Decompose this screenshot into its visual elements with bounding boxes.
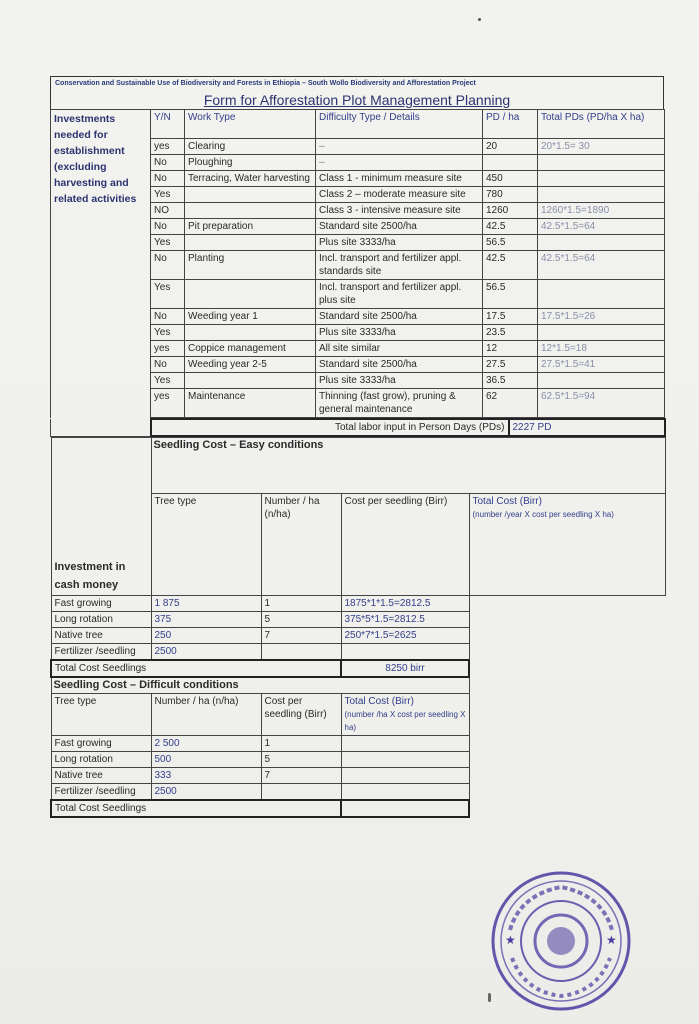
yn-cell: No bbox=[151, 219, 185, 235]
total-pds-cell: 42.5*1.5=64 bbox=[538, 251, 665, 280]
work-type-cell: Pit preparation bbox=[185, 219, 316, 235]
total-labor-table bbox=[50, 418, 666, 437]
number-per-ha-cell: 333 bbox=[151, 768, 261, 784]
cost-per-seedling-cell: 5 bbox=[261, 612, 341, 628]
work-type-cell bbox=[185, 373, 316, 389]
cost-per-seedling-cell: 7 bbox=[261, 768, 341, 784]
ink-speck bbox=[478, 18, 481, 21]
cost-per-seedling-cell bbox=[261, 644, 341, 661]
pd-ha-cell: 23.5 bbox=[483, 325, 538, 341]
yn-cell: Yes bbox=[151, 325, 185, 341]
svg-text:★: ★ bbox=[505, 933, 516, 947]
col-header-difficulty: Difficulty Type / Details bbox=[316, 110, 483, 139]
work-type-cell: Terracing, Water harvesting bbox=[185, 171, 316, 187]
total-pds-cell: 42.5*1.5=64 bbox=[538, 219, 665, 235]
cost-per-seedling-cell: 1 bbox=[261, 736, 341, 752]
difficult-conditions-title: Seedling Cost – Difficult conditions bbox=[51, 677, 469, 694]
yn-cell: Yes bbox=[151, 187, 185, 203]
work-type-cell: Weeding year 2-5 bbox=[185, 357, 316, 373]
investments-table bbox=[50, 109, 665, 418]
yn-cell: yes bbox=[151, 341, 185, 357]
easy-col-total-note: (number /year X cost per seedling X ha) bbox=[472, 510, 614, 520]
col-header-pd-ha: PD / ha bbox=[483, 110, 538, 139]
difficult-header-row bbox=[51, 694, 665, 736]
official-stamp bbox=[490, 870, 632, 1012]
number-per-ha-cell: 1 875 bbox=[151, 596, 261, 612]
tree-type-cell: Long rotation bbox=[51, 612, 151, 628]
blank-cell bbox=[51, 419, 151, 436]
tree-type-cell: Long rotation bbox=[51, 752, 151, 768]
work-type-cell: Maintenance bbox=[185, 389, 316, 418]
cost-per-seedling-cell bbox=[261, 784, 341, 801]
seedling-row bbox=[51, 768, 665, 784]
tree-type-cell: Fertilizer /seedling bbox=[51, 784, 151, 801]
pd-ha-cell: 42.5 bbox=[483, 219, 538, 235]
total-cost-cell bbox=[341, 768, 469, 784]
pd-ha-cell: 62 bbox=[483, 389, 538, 418]
pd-ha-cell bbox=[483, 155, 538, 171]
details-cell: Plus site 3333/ha bbox=[316, 325, 483, 341]
number-per-ha-cell: 250 bbox=[151, 628, 261, 644]
details-cell: – bbox=[316, 139, 483, 155]
total-pds-cell: 12*1.5=18 bbox=[538, 341, 665, 357]
total-cost-cell bbox=[341, 752, 469, 768]
total-pds-cell bbox=[538, 280, 665, 309]
cash-money-label bbox=[51, 438, 151, 596]
investments-header-row bbox=[51, 110, 665, 139]
easy-col-tree: Tree type bbox=[151, 494, 261, 596]
pd-ha-cell: 56.5 bbox=[483, 235, 538, 251]
tree-type-cell: Fast growing bbox=[51, 596, 151, 612]
work-type-cell: Clearing bbox=[185, 139, 316, 155]
project-header: Conservation and Sustainable Use of Biodiversity and Forests in Ethiopia – South Wollo Biodiversity and Afforestation Project bbox=[50, 76, 664, 91]
difficult-total-value bbox=[341, 800, 469, 817]
seedling-row bbox=[51, 644, 665, 661]
management-form bbox=[50, 76, 664, 818]
pd-ha-cell: 17.5 bbox=[483, 309, 538, 325]
cost-per-seedling-cell: 5 bbox=[261, 752, 341, 768]
seedling-row bbox=[51, 784, 665, 801]
total-labor-value: 2227 PD bbox=[509, 419, 665, 436]
form-title: Form for Afforestation Plot Management Planning bbox=[50, 91, 664, 109]
number-per-ha-cell: 2 500 bbox=[151, 736, 261, 752]
difficult-col-total-label: Total Cost (Birr) bbox=[344, 696, 414, 707]
easy-total-row bbox=[51, 660, 665, 677]
details-cell: Standard site 2500/ha bbox=[316, 357, 483, 373]
total-pds-cell bbox=[538, 325, 665, 341]
difficult-total-row bbox=[51, 800, 665, 817]
yn-cell: No bbox=[151, 309, 185, 325]
total-cost-cell bbox=[341, 644, 469, 661]
total-pds-cell bbox=[538, 171, 665, 187]
details-cell: Plus site 3333/ha bbox=[316, 373, 483, 389]
work-type-cell: Weeding year 1 bbox=[185, 309, 316, 325]
total-cost-cell: 375*5*1.5=2812.5 bbox=[341, 612, 469, 628]
work-type-cell bbox=[185, 235, 316, 251]
total-pds-cell bbox=[538, 155, 665, 171]
work-type-cell bbox=[185, 203, 316, 219]
total-cost-cell bbox=[341, 736, 469, 752]
yn-cell: No bbox=[151, 357, 185, 373]
yn-cell: No bbox=[151, 251, 185, 280]
details-cell: Plus site 3333/ha bbox=[316, 235, 483, 251]
easy-col-total-label: Total Cost (Birr) bbox=[472, 496, 542, 508]
work-type-cell: Coppice management bbox=[185, 341, 316, 357]
difficult-col-tree: Tree type bbox=[51, 694, 151, 736]
seedling-row bbox=[51, 612, 665, 628]
tree-type-cell: Fertilizer /seedling bbox=[51, 644, 151, 661]
pd-ha-cell: 56.5 bbox=[483, 280, 538, 309]
col-header-total-pds: Total PDs (PD/ha X ha) bbox=[538, 110, 665, 139]
difficult-col-number: Number / ha (n/ha) bbox=[151, 694, 261, 736]
pd-ha-cell: 36.5 bbox=[483, 373, 538, 389]
easy-col-number: Number / ha (n/ha) bbox=[261, 494, 341, 596]
easy-total-label: Total Cost Seedlings bbox=[51, 660, 341, 677]
pd-ha-cell: 27.5 bbox=[483, 357, 538, 373]
tree-type-cell: Native tree bbox=[51, 768, 151, 784]
work-type-cell bbox=[185, 325, 316, 341]
easy-total-value: 8250 birr bbox=[341, 660, 469, 677]
pd-ha-cell: 42.5 bbox=[483, 251, 538, 280]
details-cell: Class 2 – moderate measure site bbox=[316, 187, 483, 203]
seedling-row bbox=[51, 628, 665, 644]
easy-col-total bbox=[469, 494, 665, 596]
cash-money-table bbox=[50, 437, 666, 818]
details-cell: Standard site 2500/ha bbox=[316, 219, 483, 235]
details-cell: Standard site 2500/ha bbox=[316, 309, 483, 325]
yn-cell: Yes bbox=[151, 280, 185, 309]
details-cell: Class 3 - intensive measure site bbox=[316, 203, 483, 219]
col-header-yn: Y/N bbox=[151, 110, 185, 139]
total-cost-cell bbox=[341, 784, 469, 801]
details-cell: Incl. transport and fertilizer appl. standards site bbox=[316, 251, 483, 280]
difficult-col-total-note: (number /ha X cost per seedling X ha) bbox=[344, 710, 466, 732]
details-cell: Incl. transport and fertilizer appl. plus site bbox=[316, 280, 483, 309]
work-type-cell: Ploughing bbox=[185, 155, 316, 171]
seedling-row bbox=[51, 752, 665, 768]
yn-cell: NO bbox=[151, 203, 185, 219]
total-cost-cell: 1875*1*1.5=2812.5 bbox=[341, 596, 469, 612]
total-labor-label: Total labor input in Person Days (PDs) bbox=[151, 419, 509, 436]
work-type-cell bbox=[185, 280, 316, 309]
seedling-row bbox=[51, 736, 665, 752]
investments-label: Investments needed for establishment (excluding harvesting and related activities bbox=[51, 110, 151, 418]
pd-ha-cell: 20 bbox=[483, 139, 538, 155]
seedling-row bbox=[51, 596, 665, 612]
cash-money-text: Investment in cash money bbox=[54, 561, 126, 591]
yn-cell: Yes bbox=[151, 373, 185, 389]
pd-ha-cell: 12 bbox=[483, 341, 538, 357]
total-pds-cell: 20*1.5= 30 bbox=[538, 139, 665, 155]
total-pds-cell: 27.5*1.5=41 bbox=[538, 357, 665, 373]
cost-per-seedling-cell: 7 bbox=[261, 628, 341, 644]
total-pds-cell: 17.5*1.5=26 bbox=[538, 309, 665, 325]
tree-type-cell: Native tree bbox=[51, 628, 151, 644]
difficult-col-total bbox=[341, 694, 469, 736]
cost-per-seedling-cell: 1 bbox=[261, 596, 341, 612]
difficult-total-label: Total Cost Seedlings bbox=[51, 800, 341, 817]
work-type-cell: Planting bbox=[185, 251, 316, 280]
total-pds-cell bbox=[538, 373, 665, 389]
number-per-ha-cell: 2500 bbox=[151, 644, 261, 661]
tree-type-cell: Fast growing bbox=[51, 736, 151, 752]
total-pds-cell bbox=[538, 235, 665, 251]
svg-text:★: ★ bbox=[606, 933, 617, 947]
number-per-ha-cell: 2500 bbox=[151, 784, 261, 801]
col-header-work-type: Work Type bbox=[185, 110, 316, 139]
total-pds-cell: 1260*1.5=1890 bbox=[538, 203, 665, 219]
easy-conditions-title: Seedling Cost – Easy conditions bbox=[151, 438, 665, 494]
details-cell: All site similar bbox=[316, 341, 483, 357]
number-per-ha-cell: 375 bbox=[151, 612, 261, 628]
details-cell: Class 1 - minimum measure site bbox=[316, 171, 483, 187]
yn-cell: Yes bbox=[151, 235, 185, 251]
details-cell: Thinning (fast grow), pruning & general maintenance bbox=[316, 389, 483, 418]
pd-ha-cell: 450 bbox=[483, 171, 538, 187]
difficult-col-cost: Cost per seedling (Birr) bbox=[261, 694, 341, 736]
yn-cell: yes bbox=[151, 139, 185, 155]
total-pds-cell: 62.5*1.5=94 bbox=[538, 389, 665, 418]
total-cost-cell: 250*7*1.5=2625 bbox=[341, 628, 469, 644]
number-per-ha-cell: 500 bbox=[151, 752, 261, 768]
total-pds-cell bbox=[538, 187, 665, 203]
easy-col-cost: Cost per seedling (Birr) bbox=[341, 494, 469, 596]
yn-cell: No bbox=[151, 171, 185, 187]
yn-cell: No bbox=[151, 155, 185, 171]
pd-ha-cell: 780 bbox=[483, 187, 538, 203]
pd-ha-cell: 1260 bbox=[483, 203, 538, 219]
details-cell: – bbox=[316, 155, 483, 171]
work-type-cell bbox=[185, 187, 316, 203]
yn-cell: yes bbox=[151, 389, 185, 418]
